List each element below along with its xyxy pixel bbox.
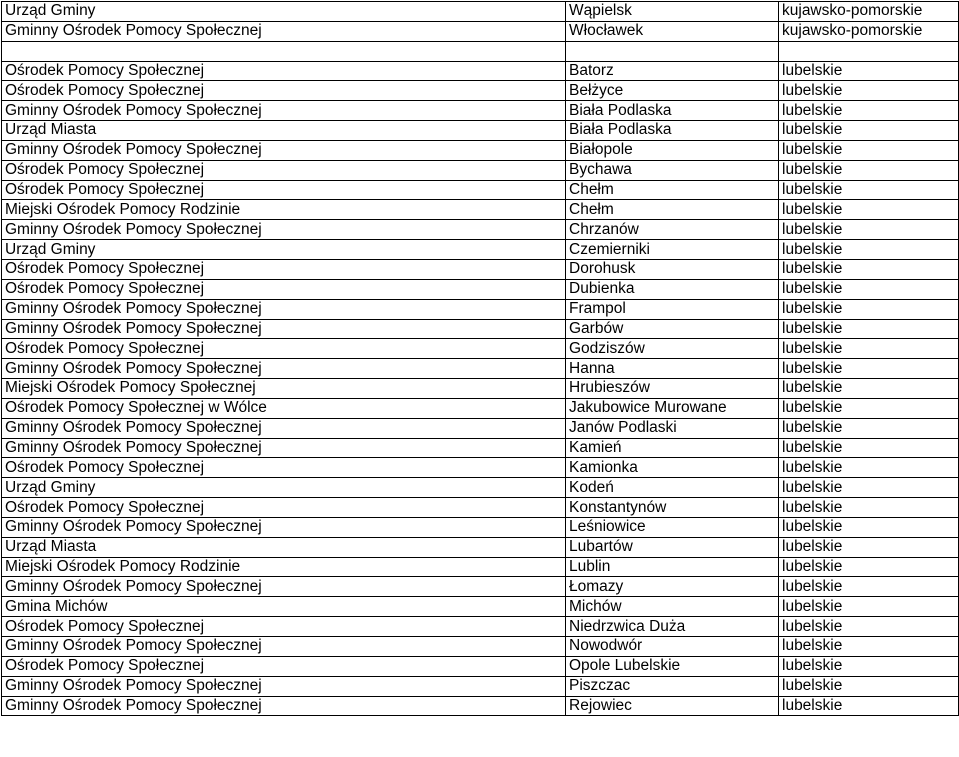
table-row [2, 696, 959, 716]
locality-cell: Dubienka [566, 279, 779, 299]
table-row [2, 279, 959, 299]
institution-cell: Gminny Ośrodek Pomocy Społecznej [2, 637, 566, 657]
table-row [2, 41, 959, 61]
table-row [2, 339, 959, 359]
locality-cell: Leśniowice [566, 517, 779, 537]
table-row [2, 240, 959, 260]
province-cell: lubelskie [779, 418, 959, 438]
table-row [2, 200, 959, 220]
institution-cell: Gmina Michów [2, 597, 566, 617]
table-row [2, 438, 959, 458]
province-cell: lubelskie [779, 398, 959, 418]
institution-cell: Ośrodek Pomocy Społecznej [2, 279, 566, 299]
table-row [2, 498, 959, 518]
institution-cell: Gminny Ośrodek Pomocy Społecznej [2, 418, 566, 438]
table-row [2, 517, 959, 537]
province-cell: lubelskie [779, 458, 959, 478]
locality-cell: Batorz [566, 61, 779, 81]
table-row [2, 458, 959, 478]
locality-cell: Kamień [566, 438, 779, 458]
table-row [2, 537, 959, 557]
locality-cell: Kodeń [566, 478, 779, 498]
institution-cell: Urząd Gminy [2, 240, 566, 260]
table-row [2, 557, 959, 577]
institution-cell: Miejski Ośrodek Pomocy Rodzinie [2, 200, 566, 220]
province-cell: lubelskie [779, 61, 959, 81]
province-cell: lubelskie [779, 597, 959, 617]
locality-cell: Hrubieszów [566, 379, 779, 399]
institution-cell: Ośrodek Pomocy Społecznej [2, 160, 566, 180]
locality-cell: Bychawa [566, 160, 779, 180]
institution-cell: Gminny Ośrodek Pomocy Społecznej [2, 438, 566, 458]
province-cell: lubelskie [779, 140, 959, 160]
institution-cell: Gminny Ośrodek Pomocy Społecznej [2, 140, 566, 160]
province-cell: lubelskie [779, 478, 959, 498]
table-row [2, 220, 959, 240]
institution-cell: Gminny Ośrodek Pomocy Społecznej [2, 299, 566, 319]
institution-cell: Ośrodek Pomocy Społecznej [2, 458, 566, 478]
province-cell: lubelskie [779, 220, 959, 240]
province-cell: lubelskie [779, 279, 959, 299]
province-cell: lubelskie [779, 379, 959, 399]
institution-cell: Gminny Ośrodek Pomocy Społecznej [2, 220, 566, 240]
locality-cell: Czemierniki [566, 240, 779, 260]
province-cell: lubelskie [779, 121, 959, 141]
institution-cell: Ośrodek Pomocy Społecznej [2, 656, 566, 676]
table-row [2, 2, 959, 22]
locality-cell: Opole Lubelskie [566, 656, 779, 676]
institution-cell: Gminny Ośrodek Pomocy Społecznej [2, 517, 566, 537]
province-cell: lubelskie [779, 299, 959, 319]
locality-cell: Wąpielsk [566, 2, 779, 22]
locality-cell: Kamionka [566, 458, 779, 478]
table-row [2, 319, 959, 339]
locality-cell: Dorohusk [566, 259, 779, 279]
institution-cell: Ośrodek Pomocy Społecznej [2, 61, 566, 81]
locality-cell [566, 41, 779, 61]
table-row [2, 577, 959, 597]
institution-cell: Ośrodek Pomocy Społecznej [2, 339, 566, 359]
institution-cell: Gminny Ośrodek Pomocy Społecznej [2, 676, 566, 696]
institution-cell: Gminny Ośrodek Pomocy Społecznej [2, 577, 566, 597]
locality-cell: Godziszów [566, 339, 779, 359]
institution-cell: Ośrodek Pomocy Społecznej [2, 498, 566, 518]
locality-cell: Niedrzwica Duża [566, 617, 779, 637]
institution-cell: Ośrodek Pomocy Społecznej [2, 180, 566, 200]
institution-cell: Urząd Miasta [2, 121, 566, 141]
province-cell: lubelskie [779, 200, 959, 220]
institution-cell: Gminny Ośrodek Pomocy Społecznej [2, 696, 566, 716]
province-cell: kujawsko-pomorskie [779, 21, 959, 41]
locality-cell: Białopole [566, 140, 779, 160]
locality-cell: Garbów [566, 319, 779, 339]
table-row [2, 101, 959, 121]
locality-cell: Chełm [566, 180, 779, 200]
table-row [2, 637, 959, 657]
province-cell: lubelskie [779, 339, 959, 359]
table-row [2, 478, 959, 498]
institution-cell: Ośrodek Pomocy Społecznej w Wólce [2, 398, 566, 418]
province-cell: lubelskie [779, 656, 959, 676]
institution-cell: Miejski Ośrodek Pomocy Społecznej [2, 379, 566, 399]
institution-cell: Gminny Ośrodek Pomocy Społecznej [2, 101, 566, 121]
institution-cell: Urząd Gminy [2, 478, 566, 498]
locality-cell: Biała Podlaska [566, 101, 779, 121]
institutions-table [1, 1, 959, 716]
institution-cell: Miejski Ośrodek Pomocy Rodzinie [2, 557, 566, 577]
province-cell: lubelskie [779, 617, 959, 637]
institution-cell: Ośrodek Pomocy Społecznej [2, 617, 566, 637]
province-cell: lubelskie [779, 240, 959, 260]
institution-cell: Ośrodek Pomocy Społecznej [2, 81, 566, 101]
province-cell: lubelskie [779, 359, 959, 379]
locality-cell: Chrzanów [566, 220, 779, 240]
table-row [2, 140, 959, 160]
table-row [2, 180, 959, 200]
locality-cell: Jakubowice Murowane [566, 398, 779, 418]
table-row [2, 160, 959, 180]
province-cell: lubelskie [779, 517, 959, 537]
province-cell: lubelskie [779, 81, 959, 101]
table-row [2, 121, 959, 141]
locality-cell: Piszczac [566, 676, 779, 696]
table-row [2, 418, 959, 438]
province-cell: lubelskie [779, 180, 959, 200]
table-row [2, 61, 959, 81]
table-row [2, 259, 959, 279]
table-row [2, 656, 959, 676]
province-cell: lubelskie [779, 319, 959, 339]
province-cell: lubelskie [779, 696, 959, 716]
locality-cell: Lubartów [566, 537, 779, 557]
locality-cell: Nowodwór [566, 637, 779, 657]
table-row [2, 379, 959, 399]
province-cell: kujawsko-pomorskie [779, 2, 959, 22]
institution-cell: Urząd Miasta [2, 537, 566, 557]
table-row [2, 676, 959, 696]
institutions-table-body [2, 2, 959, 716]
locality-cell: Rejowiec [566, 696, 779, 716]
locality-cell: Frampol [566, 299, 779, 319]
table-row [2, 359, 959, 379]
locality-cell: Lublin [566, 557, 779, 577]
province-cell [779, 41, 959, 61]
institution-cell [2, 41, 566, 61]
province-cell: lubelskie [779, 637, 959, 657]
institution-cell: Urząd Gminy [2, 2, 566, 22]
province-cell: lubelskie [779, 438, 959, 458]
province-cell: lubelskie [779, 498, 959, 518]
locality-cell: Łomazy [566, 577, 779, 597]
locality-cell: Konstantynów [566, 498, 779, 518]
institution-cell: Gminny Ośrodek Pomocy Społecznej [2, 21, 566, 41]
province-cell: lubelskie [779, 101, 959, 121]
locality-cell: Chełm [566, 200, 779, 220]
institution-cell: Gminny Ośrodek Pomocy Społecznej [2, 319, 566, 339]
table-row [2, 299, 959, 319]
province-cell: lubelskie [779, 557, 959, 577]
institution-cell: Gminny Ośrodek Pomocy Społecznej [2, 359, 566, 379]
province-cell: lubelskie [779, 537, 959, 557]
province-cell: lubelskie [779, 259, 959, 279]
table-row [2, 597, 959, 617]
locality-cell: Bełżyce [566, 81, 779, 101]
institution-cell: Ośrodek Pomocy Społecznej [2, 259, 566, 279]
table-row [2, 617, 959, 637]
locality-cell: Włocławek [566, 21, 779, 41]
table-row [2, 398, 959, 418]
table-row [2, 21, 959, 41]
table-row [2, 81, 959, 101]
locality-cell: Michów [566, 597, 779, 617]
locality-cell: Biała Podlaska [566, 121, 779, 141]
province-cell: lubelskie [779, 577, 959, 597]
province-cell: lubelskie [779, 676, 959, 696]
locality-cell: Hanna [566, 359, 779, 379]
province-cell: lubelskie [779, 160, 959, 180]
locality-cell: Janów Podlaski [566, 418, 779, 438]
